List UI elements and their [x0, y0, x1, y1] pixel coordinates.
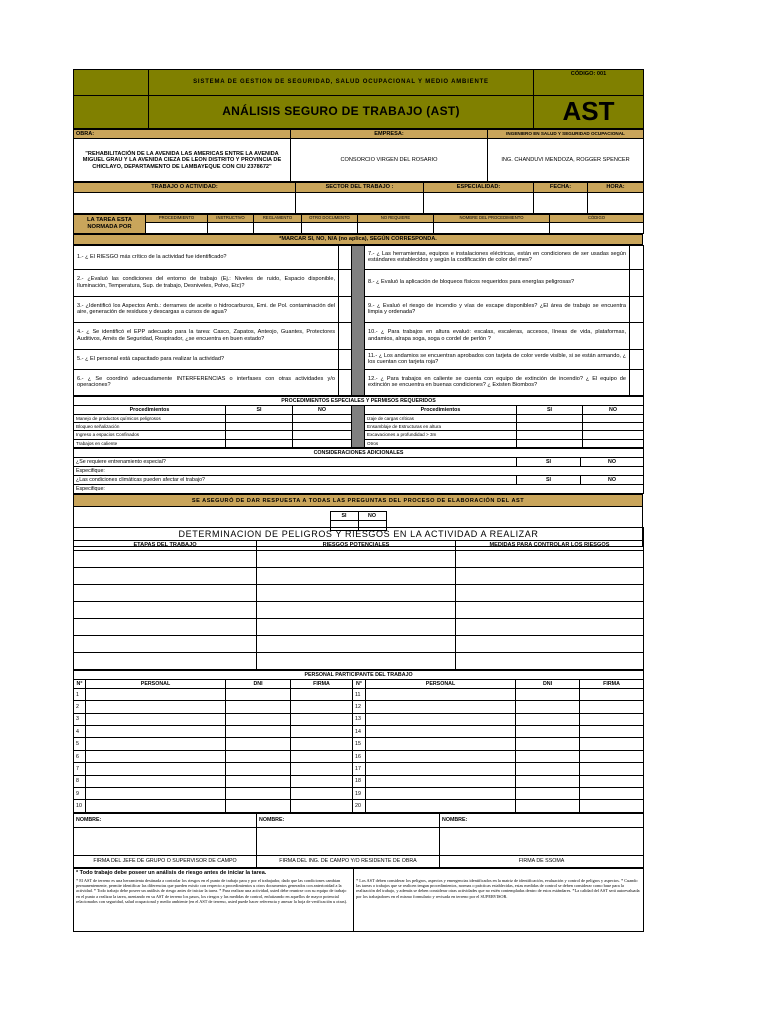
personnel-number-left: 1: [74, 688, 86, 700]
proc-left-0-si[interactable]: [226, 414, 293, 422]
consideration-q2: ¿Las condiciones climáticas pueden afectar el trabajo?: [74, 476, 517, 485]
answer-6[interactable]: [339, 369, 352, 395]
proc-left-1-no[interactable]: [293, 423, 352, 431]
hora-field[interactable]: [588, 192, 644, 213]
personnel-number-right: 11: [353, 688, 366, 700]
personnel-name-right[interactable]: [366, 701, 516, 713]
normado-check-instructivo[interactable]: [208, 222, 254, 233]
proc-left-3: Trabajos en caliente: [74, 439, 226, 447]
hazard-row-5-medida[interactable]: [456, 618, 644, 635]
proc-right-0: Izaje de cargas críticas: [365, 414, 517, 422]
personnel-number-right: 17: [353, 763, 366, 775]
normado-col-6: CÓDIGO: [550, 214, 644, 222]
personnel-firma-right[interactable]: [580, 738, 644, 750]
personnel-name-right[interactable]: [366, 738, 516, 750]
personnel-firma-right[interactable]: [580, 763, 644, 775]
personnel-number-right: 14: [353, 726, 366, 738]
personnel-number-left: 5: [74, 738, 86, 750]
personnel-rows: [74, 688, 644, 812]
signature-label-2: FIRMA DEL ING. DE CAMPO Y/O RESIDENTE DE OBRA: [257, 855, 440, 867]
personnel-firma-left[interactable]: [291, 701, 353, 713]
normado-col-2: REGLAMENTO: [254, 214, 302, 222]
consideration-q1-no[interactable]: NO: [581, 457, 644, 466]
personnel-row: [74, 750, 644, 762]
proc-col-no-right: NO: [583, 405, 644, 414]
normado-col-3: OTRO DOCUMENTO: [302, 214, 358, 222]
hazard-row-7-medida[interactable]: [456, 652, 644, 669]
consideration-spec-2[interactable]: Especifique:: [74, 485, 644, 494]
hazard-row-5-riesgo[interactable]: [257, 618, 456, 635]
personnel-number-right: 13: [353, 713, 366, 725]
normado-label: LA TAREA ESTA NORMADA POR: [74, 214, 146, 233]
personnel-number-right: 20: [353, 800, 366, 812]
considerations-title: CONSIDERACIONES ADICIONALES: [74, 448, 644, 457]
personnel-dni-left[interactable]: [226, 763, 291, 775]
assurance-text: SE ASEGURÓ DE DAR RESPUESTA A TODAS LAS PREGUNTAS DEL PROCESO DE ELABORACIÓN DEL AST: [74, 495, 643, 507]
question-4: 4.- ¿ Se identificó el EPP adecuado para la tarea: Casco, Zapatos, Anteojo, Guantes, Protectores Auditivos, Arnés de Seguridad, Respirador, ¿se encuentra en buen estado?: [74, 322, 339, 349]
hazard-row-6-riesgo[interactable]: [257, 635, 456, 652]
question-1: 1.- ¿ El RIESGO más crítico de la actividad fue identificado?: [74, 245, 339, 269]
hazard-row-4-riesgo[interactable]: [257, 601, 456, 618]
personnel-name-right[interactable]: [366, 713, 516, 725]
answer-7[interactable]: [630, 245, 644, 269]
header-olive-block-2: [74, 96, 149, 129]
proc-right-2-si[interactable]: [517, 431, 583, 439]
normado-col-0: PROCEDIMIENTO: [146, 214, 208, 222]
activity-info: [73, 182, 644, 213]
personnel-dni-left[interactable]: [226, 701, 291, 713]
question-8: 8.- ¿ Evaluó la aplicación de bloqueos físicos requeridos para energías peligrosas?: [365, 269, 630, 296]
nombre-3[interactable]: NOMBRE:: [440, 813, 644, 827]
personnel-firma-right[interactable]: [580, 713, 644, 725]
hazard-row-2-medida[interactable]: [456, 567, 644, 584]
normado-check-procedimiento[interactable]: [146, 222, 208, 233]
hazards-col-etapas: ETAPAS DEL TRABAJO: [74, 541, 257, 550]
personnel-col-n-left: N°: [74, 679, 86, 688]
personnel-number-left: 8: [74, 775, 86, 787]
normado-check-reglamento[interactable]: [254, 222, 302, 233]
question-6: 6.- ¿ Se coordinó adecuadamente INTERFERENCIAS o interfases con otras actividades y/o operaciones?: [74, 369, 339, 395]
personnel-firma-left[interactable]: [291, 800, 353, 812]
personnel-dni-right[interactable]: [516, 713, 580, 725]
personnel-number-left: 10: [74, 800, 86, 812]
personnel-col-firma-left: FIRMA: [291, 679, 353, 688]
personnel-firma-left[interactable]: [291, 775, 353, 787]
normado-codigo-field[interactable]: [550, 222, 644, 233]
proc-left-2-no[interactable]: [293, 431, 352, 439]
hazards-title: DETERMINACION DE PELIGROS Y RIESGOS EN LA ACTIVIDAD A REALIZAR: [74, 528, 644, 541]
procedures-table: [73, 396, 644, 448]
question-10: 10.- ¿ Para trabajos en altura evaluó: escalas, escaleras, accesos, líneas de vida, plataformas, andamios, alrapa soga, soga o cordel de perlón ?: [365, 322, 630, 349]
signature-box-3[interactable]: [440, 827, 644, 855]
question-3: 3.- ¿Identificó los Aspectos Amb.: derrames de aceite o hidrocarburos, Emi. de Pol. contaminación del aire, generación de residuos y descargas a cursos de agua?: [74, 296, 339, 322]
especialidad-field[interactable]: [424, 192, 534, 213]
personnel-number-right: 16: [353, 750, 366, 762]
trabajo-label: TRABAJO O ACTIVIDAD:: [74, 183, 296, 192]
personnel-number-left: 2: [74, 701, 86, 713]
personnel-dni-left[interactable]: [226, 738, 291, 750]
especialidad-label: ESPECIALIDAD:: [424, 183, 534, 192]
hazard-row-1-riesgo[interactable]: [257, 550, 456, 567]
hazards-table: [73, 527, 644, 670]
personnel-firma-right[interactable]: [580, 726, 644, 738]
normado-check-no-requiere[interactable]: [358, 222, 434, 233]
hora-label: HORA:: [588, 183, 644, 192]
proc-right-1: Ensamblaje de Estructuras en altura: [365, 423, 517, 431]
form-header: [73, 69, 644, 129]
personnel-row: [74, 763, 644, 775]
hazard-row-3-etapa[interactable]: [74, 584, 257, 601]
proc-left-0-no[interactable]: [293, 414, 352, 422]
procedures-title: PROCEDIMIENTOS ESPECIALES Y PERMISOS REQUERIDOS: [74, 396, 644, 405]
answer-1[interactable]: [339, 245, 352, 269]
empresa-value[interactable]: CONSORCIO VIRGEN DEL ROSARIO: [291, 139, 488, 182]
instruction-text: *MARCAR SI, NO, N/A (no aplica), SEGÚN CORRESPONDA.: [74, 234, 643, 244]
hazard-row-3-medida[interactable]: [456, 584, 644, 601]
personnel-name-left[interactable]: [86, 726, 226, 738]
obra-value[interactable]: "REHABILITACIÓN DE LA AVENIDA LAS AMERICAS ENTRE LA AVENIDA MIGUEL GRAU Y LA AVENIDA CIEZA DE LEON DISTRITO Y PROVINCIA DE CHICLAYO, DEPARTAMENTO DE LAMBAYEQUE CON CIU 2378672": [74, 139, 291, 182]
personnel-number-right: 19: [353, 788, 366, 800]
assurance-si-label: SI: [330, 512, 358, 521]
assurance-no-label: NO: [358, 512, 386, 521]
personnel-number-right: 15: [353, 738, 366, 750]
considerations-table: [73, 448, 644, 494]
personnel-number-left: 3: [74, 713, 86, 725]
hazard-row-1-etapa[interactable]: [74, 550, 257, 567]
proc-col-si-left: SI: [226, 405, 293, 414]
consideration-q1-si[interactable]: SI: [517, 457, 581, 466]
hazard-row-2-riesgo[interactable]: [257, 567, 456, 584]
trabajo-field[interactable]: [74, 192, 296, 213]
consideration-spec-1[interactable]: Especifique:: [74, 467, 644, 476]
signature-label-3: FIRMA DE SSOMA: [440, 855, 644, 867]
personnel-row: [74, 701, 644, 713]
questions-table: [73, 245, 644, 396]
signature-box-1[interactable]: [74, 827, 257, 855]
proc-left-1-si[interactable]: [226, 423, 293, 431]
normado-col-4: NO REQUIERE: [358, 214, 434, 222]
personnel-firma-right[interactable]: [580, 800, 644, 812]
normado-col-1: INSTRUCTIVO: [208, 214, 254, 222]
personnel-name-left[interactable]: [86, 763, 226, 775]
nombre-2[interactable]: NOMBRE:: [257, 813, 440, 827]
personnel-firma-left[interactable]: [291, 738, 353, 750]
personnel-dni-right[interactable]: [516, 788, 580, 800]
proc-left-1: Bloqueo señalización: [74, 423, 226, 431]
personnel-col-dni-left: DNI: [226, 679, 291, 688]
ast-form-bottom: [73, 527, 643, 932]
proc-left-0: Manejo de productos químicos peligrosos: [74, 414, 226, 422]
proc-right-3-si[interactable]: [517, 439, 583, 447]
nombre-1[interactable]: NOMBRE:: [74, 813, 257, 827]
personnel-firma-right[interactable]: [580, 788, 644, 800]
proc-left-3-no[interactable]: [293, 439, 352, 447]
personnel-dni-left[interactable]: [226, 750, 291, 762]
personnel-dni-right[interactable]: [516, 763, 580, 775]
normado-table: [73, 214, 644, 234]
proc-right-0-si[interactable]: [517, 414, 583, 422]
ast-logo: AST: [534, 96, 644, 129]
answer-10[interactable]: [630, 322, 644, 349]
hazard-row-1-medida[interactable]: [456, 550, 644, 567]
personnel-firma-left[interactable]: [291, 688, 353, 700]
proc-left-2-si[interactable]: [226, 431, 293, 439]
answer-2[interactable]: [339, 269, 352, 296]
personnel-name-left[interactable]: [86, 738, 226, 750]
personnel-firma-left[interactable]: [291, 788, 353, 800]
hazard-row-3-riesgo[interactable]: [257, 584, 456, 601]
personnel-firma-right[interactable]: [580, 750, 644, 762]
proc-right-2-no[interactable]: [583, 431, 644, 439]
hazard-row-6-etapa[interactable]: [74, 635, 257, 652]
personnel-firma-right[interactable]: [580, 701, 644, 713]
personnel-dni-right[interactable]: [516, 750, 580, 762]
personnel-row: [74, 800, 644, 812]
hazards-col-medidas: MEDIDAS PARA CONTROLAR LOS RIESGOS: [456, 541, 644, 550]
normado-check-otro[interactable]: [302, 222, 358, 233]
signature-box-2[interactable]: [257, 827, 440, 855]
proc-col-right: Procedimientos: [365, 405, 517, 414]
answer-8[interactable]: [630, 269, 644, 296]
question-5: 5.- ¿ El personal está capacitado para realizar la actividad?: [74, 349, 339, 369]
hazard-row-7-riesgo[interactable]: [257, 652, 456, 669]
hazard-row-2-etapa[interactable]: [74, 567, 257, 584]
question-11: 11.- ¿ Los andamios se encuentran aprobados con tarjeta de color verde visible, si se están armando, ¿ los cuentan con tarjeta roja?: [365, 349, 630, 369]
personnel-dni-left[interactable]: [226, 800, 291, 812]
answer-3[interactable]: [339, 296, 352, 322]
proc-col-si-right: SI: [517, 405, 583, 414]
personnel-col-personal-right: PERSONAL: [366, 679, 516, 688]
personnel-dni-left[interactable]: [226, 788, 291, 800]
personnel-row: [74, 738, 644, 750]
proc-col-no-left: NO: [293, 405, 352, 414]
personnel-number-left: 7: [74, 763, 86, 775]
proc-left-2: Ingreso a espacios Confinados: [74, 431, 226, 439]
personnel-col-personal-left: PERSONAL: [86, 679, 226, 688]
ast-form-top: [73, 69, 643, 547]
personnel-dni-left[interactable]: [226, 726, 291, 738]
personnel-firma-left[interactable]: [291, 713, 353, 725]
personnel-firma-right[interactable]: [580, 688, 644, 700]
empresa-label: EMPRESA:: [291, 129, 488, 138]
personnel-row: [74, 788, 644, 800]
personnel-title: PERSONAL PARTICIPANTE DEL TRABAJO: [74, 670, 644, 679]
answer-9[interactable]: [630, 296, 644, 322]
personnel-row: [74, 688, 644, 700]
personnel-name-right[interactable]: [366, 763, 516, 775]
proc-right-3-no[interactable]: [583, 439, 644, 447]
answer-4[interactable]: [339, 322, 352, 349]
answer-11[interactable]: [630, 349, 644, 369]
personnel-dni-right[interactable]: [516, 726, 580, 738]
personnel-dni-right[interactable]: [516, 775, 580, 787]
signature-label-1: FIRMA DEL JEFE DE GRUPO O SUPERVISOR DE CAMPO: [74, 855, 257, 867]
hazard-row-5-etapa[interactable]: [74, 618, 257, 635]
footer-left-notes: * El AST de terreno es una herramienta destinada a controlar los riesgos en el punto de trabajo para y por el trabajador, dado que las condiciones cambian permanentemente, permite identificar las diferencias que pueden existir con respecto a procedimientos u otros documentos generados con anterioridad a la actividad. * Todo trabajo debe poseer un análisis de riesgo antes de iniciar la tarea. * Para realizar una actividad, usted debe reunirse con su equipo de trabajo en el punto a realizar la tarea, asentando en su AST de terreno los pasos, los riesgos y las medidas de control, enfatizando en aquellos de mayor potencial relacionados con seguridad, salud ocupacional y medio ambiente (en el AST de terreno, usted puede hacer referencia y anexar la hoja de verificación u otras).: [74, 877, 354, 931]
proc-right-1-no[interactable]: [583, 423, 644, 431]
personnel-dni-left[interactable]: [226, 688, 291, 700]
proc-right-2: Excavaciones a profundidad > 3m: [365, 431, 517, 439]
sector-field[interactable]: [296, 192, 424, 213]
footer-right-notes: * Los AST deben considerar los peligros, aspectos y emergencias identificados en la matriz de identificación, evaluación y control de peligros y aspectos. * Cuando las tareas o trabajos que se realicen tengan procedimientos, normas o prácticas establecidas, estas medidas de control se deben considerar como base para la realización del trabajo, y además se deben considerar otras actividades que no estén contempladas dentro de estos estándares. *La calidad del AST será autoevaluada por los trabajadores en el mismo formulario y revisada en terreno por el SUPERVISOR.: [354, 877, 644, 931]
normado-nombre-field[interactable]: [434, 222, 550, 233]
proc-divider: [352, 405, 365, 447]
question-2: 2.- ¿Evaluó las condiciones del entorno de trabajo (Ej.: Niveles de ruido, Espacio disponible, Iluminación, Temperatura, Sup. de trabajo, Desniveles, Polvo, Etc)?: [74, 269, 339, 296]
personnel-dni-right[interactable]: [516, 800, 580, 812]
personnel-name-left[interactable]: [86, 713, 226, 725]
hazard-row-4-medida[interactable]: [456, 601, 644, 618]
personnel-number-right: 18: [353, 775, 366, 787]
personnel-name-left[interactable]: [86, 688, 226, 700]
personnel-number-left: 6: [74, 750, 86, 762]
fecha-field[interactable]: [534, 192, 588, 213]
footer-bold-note: * Todo trabajo debe poseer un análisis de riesgo antes de iniciar la tarea.: [74, 868, 354, 877]
personnel-dni-left[interactable]: [226, 713, 291, 725]
personnel-name-left[interactable]: [86, 800, 226, 812]
personnel-number-left: 9: [74, 788, 86, 800]
personnel-dni-right[interactable]: [516, 738, 580, 750]
code-label: CÓDIGO: 001: [534, 70, 644, 96]
consideration-q1: ¿Se requiere entrenamiento especial?: [74, 457, 517, 466]
system-title: SISTEMA DE GESTION DE SEGURIDAD, SALUD OCUPACIONAL Y MEDIO AMBIENTE: [149, 70, 534, 96]
personnel-name-right[interactable]: [366, 800, 516, 812]
header-olive-block: [74, 70, 149, 96]
fecha-label: FECHA:: [534, 183, 588, 192]
personnel-dni-right[interactable]: [516, 688, 580, 700]
personnel-name-right[interactable]: [366, 750, 516, 762]
personnel-name-right[interactable]: [366, 775, 516, 787]
personnel-row: [74, 713, 644, 725]
footer-notes: [73, 868, 644, 932]
personnel-number-right: 12: [353, 701, 366, 713]
personnel-table: [73, 670, 644, 813]
ingeniero-value[interactable]: ING. CHANDUVI MENDOZA, ROGGER SPENCER: [488, 139, 644, 182]
hazard-row-4-etapa[interactable]: [74, 601, 257, 618]
personnel-firma-left[interactable]: [291, 750, 353, 762]
personnel-name-left[interactable]: [86, 750, 226, 762]
normado-col-5: NOMBRE DEL PROCEDIMIENTO: [434, 214, 550, 222]
obra-label: OBRA:: [74, 129, 291, 138]
personnel-col-dni-right: DNI: [516, 679, 580, 688]
center-divider: [352, 245, 365, 395]
question-12: 12.- ¿ Para trabajos en caliente se cuenta con equipo de extinción de incendio? ¿ El equipo de extinción se encuentra en buenas condiciones? ¿ Existen Biombos?: [365, 369, 630, 395]
personnel-row: [74, 726, 644, 738]
instruction-bar: [73, 234, 643, 245]
personnel-name-left[interactable]: [86, 775, 226, 787]
personnel-dni-right[interactable]: [516, 701, 580, 713]
answer-5[interactable]: [339, 349, 352, 369]
personnel-name-right[interactable]: [366, 788, 516, 800]
personnel-dni-left[interactable]: [226, 775, 291, 787]
proc-col-left: Procedimientos: [74, 405, 226, 414]
personnel-col-firma-right: FIRMA: [580, 679, 644, 688]
answer-12[interactable]: [630, 369, 644, 395]
work-info: [73, 129, 644, 182]
personnel-number-left: 4: [74, 726, 86, 738]
personnel-row: [74, 775, 644, 787]
ingeniero-label: INGENIERO EN SALUD Y SEGURIDAD OCUPACIONAL: [488, 129, 644, 138]
personnel-name-right[interactable]: [366, 726, 516, 738]
proc-right-1-si[interactable]: [517, 423, 583, 431]
hazard-row-7-etapa[interactable]: [74, 652, 257, 669]
personnel-firma-left[interactable]: [291, 763, 353, 775]
personnel-name-left[interactable]: [86, 701, 226, 713]
hazards-col-riesgos: RIESGOS POTENCIALES: [257, 541, 456, 550]
sector-label: SECTOR DEL TRABAJO :: [296, 183, 424, 192]
personnel-name-right[interactable]: [366, 688, 516, 700]
hazard-row-6-medida[interactable]: [456, 635, 644, 652]
personnel-name-left[interactable]: [86, 788, 226, 800]
proc-right-0-no[interactable]: [583, 414, 644, 422]
personnel-firma-right[interactable]: [580, 775, 644, 787]
consideration-q2-si[interactable]: SI: [517, 476, 581, 485]
document-title: ANÁLISIS SEGURO DE TRABAJO (AST): [149, 96, 534, 129]
footer-spacer: [354, 868, 644, 877]
proc-left-3-si[interactable]: [226, 439, 293, 447]
question-9: 9.- ¿ Evaluó el riesgo de incendio y vías de escape disponibles? ¿El área de trabajo se encuentra limpia y ordenada?: [365, 296, 630, 322]
personnel-firma-left[interactable]: [291, 726, 353, 738]
consideration-q2-no[interactable]: NO: [581, 476, 644, 485]
personnel-col-n-right: N°: [353, 679, 366, 688]
proc-right-3: Otros: [365, 439, 517, 447]
question-7: 7.- ¿ Las herramientas, equipos e instalaciones eléctricas, están en condiciones de ser usadas según estándares establecidos y según la codificación de color del mes?: [365, 245, 630, 269]
signatures-table: [73, 813, 644, 868]
